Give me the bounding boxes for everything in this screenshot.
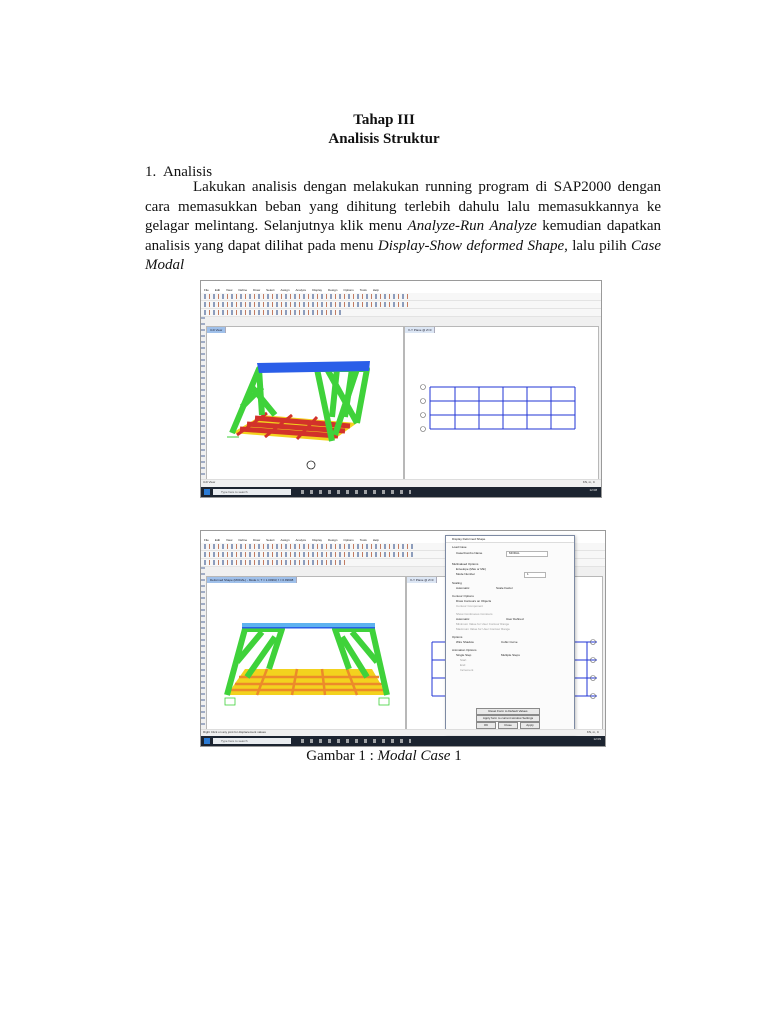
taskbar-clock: 12:09 [593, 737, 601, 741]
start-label: Start [460, 658, 467, 662]
contour-options-label: Contour Options [452, 594, 474, 598]
body-paragraph [145, 178, 661, 276]
multiple-steps-option[interactable]: Multiple Steps [501, 653, 520, 657]
contour-user-defined[interactable]: User Defined [506, 617, 524, 621]
envelope-option[interactable]: Envelope (Max or Min) [456, 567, 487, 571]
mode-number-field[interactable] [524, 572, 546, 578]
units-indicator[interactable]: KN, m, C [586, 730, 599, 734]
paragraph-text-2: kemudian dapatkan analisis yang dapat dilihat pada menu [145, 218, 661, 254]
menu-assign[interactable]: Assign [280, 538, 290, 542]
min-range-label: Minimum Value for User Contour Range [456, 622, 510, 626]
menu-define[interactable]: Define [238, 288, 248, 292]
windows-taskbar [201, 487, 601, 497]
toolbar-row-3[interactable] [201, 309, 601, 317]
status-text: 3-D View [203, 480, 216, 484]
windows-taskbar [201, 736, 605, 746]
axis-indicator [307, 461, 315, 469]
windows-start-icon[interactable] [204, 738, 210, 744]
menu-display[interactable]: Display [312, 538, 323, 542]
menu-file[interactable]: File [204, 538, 209, 542]
plan-grid-view [405, 327, 598, 479]
wire-shadow-checkbox[interactable]: Wire Shadow [456, 640, 474, 644]
taskbar-clock: 12:08 [589, 488, 597, 492]
case-name-select[interactable] [506, 551, 548, 557]
sap2000-screenshot-2 [200, 530, 606, 747]
scaling-label: Scaling [452, 581, 462, 585]
case-modal-ref: Case Modal [145, 237, 661, 273]
menu-ref-display: Display-Show deformed Shape [377, 237, 565, 254]
section-number: 1. [145, 164, 157, 180]
menu-define[interactable]: Define [238, 538, 248, 542]
close-button[interactable]: Close [498, 722, 518, 729]
taskbar-search[interactable]: Type here to search [213, 489, 291, 495]
top-chord [257, 361, 370, 373]
menu-select[interactable]: Select [266, 538, 275, 542]
mode-number-value: 1 [527, 572, 529, 576]
section-title: Analisis [162, 164, 213, 180]
menu-help[interactable]: Help [372, 538, 379, 542]
grid-bubbles [421, 385, 426, 432]
toolbar-row-1[interactable] [201, 293, 601, 301]
menu-select[interactable]: Select [266, 288, 275, 292]
menu-display[interactable]: Display [312, 288, 323, 292]
apply-settings-button[interactable]: Apply form to current window Settings [476, 715, 540, 722]
menu-view[interactable]: View [226, 288, 233, 292]
pane-tab-plan[interactable]: X-Y Plane @ Z=0 [407, 577, 437, 583]
mode-number-option[interactable]: Mode Number [456, 572, 476, 576]
menu-tools[interactable]: Tools [359, 538, 367, 542]
bridge-deformed-model [207, 577, 405, 729]
contour-component-label: Contour Component [456, 604, 484, 608]
increment-label: Increment [460, 668, 474, 672]
draw-contours-checkbox[interactable]: Draw Contours on Objects [456, 599, 492, 603]
contour-auto[interactable]: Automatic [456, 617, 470, 621]
taskbar-apps[interactable] [301, 739, 411, 743]
chapter-title: Tahap III [353, 112, 415, 128]
view-pane-deformed[interactable] [206, 576, 406, 730]
single-step-option[interactable]: Single Step [456, 653, 472, 657]
taskbar-search[interactable]: Type here to search [213, 738, 291, 744]
menu-help[interactable]: Help [372, 288, 379, 292]
menu-tools[interactable]: Tools [359, 288, 367, 292]
menu-options[interactable]: Options [343, 288, 354, 292]
side-toolbar[interactable] [201, 567, 205, 726]
toolbar-row-2[interactable] [201, 301, 601, 309]
menu-analyze[interactable]: Analyze [295, 538, 307, 542]
deformed-shape-dialog [445, 535, 575, 733]
units-indicator[interactable]: KN, m, C [582, 480, 595, 484]
paragraph-text-1: Lakukan analisis dengan melakukan running program di SAP2000 dengan cara memasukkan beban yang dihitung terlebih dahulu lalu memasukkannya ke gelagar melintang. Selanjutnya klik menu [145, 179, 661, 234]
supports [225, 698, 389, 705]
bridge-3d-model [207, 327, 403, 479]
options-label: Options [452, 635, 463, 639]
status-text: Right Click on any joint for displacement values [203, 730, 266, 734]
sap2000-screenshot-1 [200, 280, 602, 498]
menu-view[interactable]: View [226, 538, 233, 542]
caption-prefix: Gambar 1 : [306, 748, 378, 764]
caption-em: Modal Case [377, 748, 451, 764]
pane-tab-3d[interactable]: 3-D View [207, 327, 226, 333]
case-name-label: Case/Combo Name [456, 551, 483, 555]
animation-label: Animation Options [452, 648, 477, 652]
ok-button[interactable]: OK [476, 722, 496, 729]
multivalued-label: Multivalued Options [452, 562, 479, 566]
menu-file[interactable]: File [204, 288, 209, 292]
cubic-curve-checkbox[interactable]: Cubic Curve [501, 640, 518, 644]
menu-options[interactable]: Options [343, 538, 354, 542]
view-pane-plan[interactable] [404, 326, 599, 480]
windows-start-icon[interactable] [204, 489, 210, 495]
plan-grid-lines [430, 387, 575, 429]
scaling-factor[interactable]: Scale Factor [496, 586, 513, 590]
menu-analyze[interactable]: Analyze [295, 288, 307, 292]
reset-defaults-button[interactable]: Reset Form to Default Values [476, 708, 540, 715]
view-pane-3d[interactable] [206, 326, 404, 480]
dialog-title: Display Deformed Shape [446, 536, 574, 543]
case-name-value: MODAL [509, 551, 520, 555]
paragraph-text-3: , lalu pilih [564, 237, 631, 254]
load-case-label: Load Case [452, 545, 467, 549]
menu-ref-analyze: Analyze-Run Analyze [407, 218, 537, 234]
menu-design[interactable]: Design [328, 288, 338, 292]
menu-assign[interactable]: Assign [280, 288, 290, 292]
chapter-subtitle: Analisis Struktur [328, 131, 440, 147]
figure-caption [0, 748, 768, 765]
pane-tab-deformed[interactable]: Deformed Shape (MODAL) - Mode 1; T = 1.00393; f = 0.99608 [207, 577, 297, 583]
show-continuous-checkbox[interactable]: Show Continuous Contours [456, 612, 493, 616]
top-bracing [242, 623, 375, 627]
caption-suffix: 1 [450, 748, 462, 764]
end-label: End [460, 663, 466, 667]
menu-design[interactable]: Design [328, 538, 338, 542]
status-bar [201, 479, 601, 485]
pane-tab-plan[interactable]: X-Y Plane @ Z=0 [405, 327, 435, 333]
menu-draw[interactable]: Draw [253, 538, 261, 542]
status-bar [201, 729, 605, 735]
menu-edit[interactable]: Edit [214, 538, 221, 542]
scaling-automatic[interactable]: Automatic [456, 586, 470, 590]
menu-edit[interactable]: Edit [214, 288, 221, 292]
taskbar-apps[interactable] [301, 490, 411, 494]
menu-draw[interactable]: Draw [253, 288, 261, 292]
side-toolbar[interactable] [201, 317, 205, 477]
max-range-label: Maximum Value for User Contour Range [456, 627, 510, 631]
apply-button[interactable]: Apply [520, 722, 540, 729]
